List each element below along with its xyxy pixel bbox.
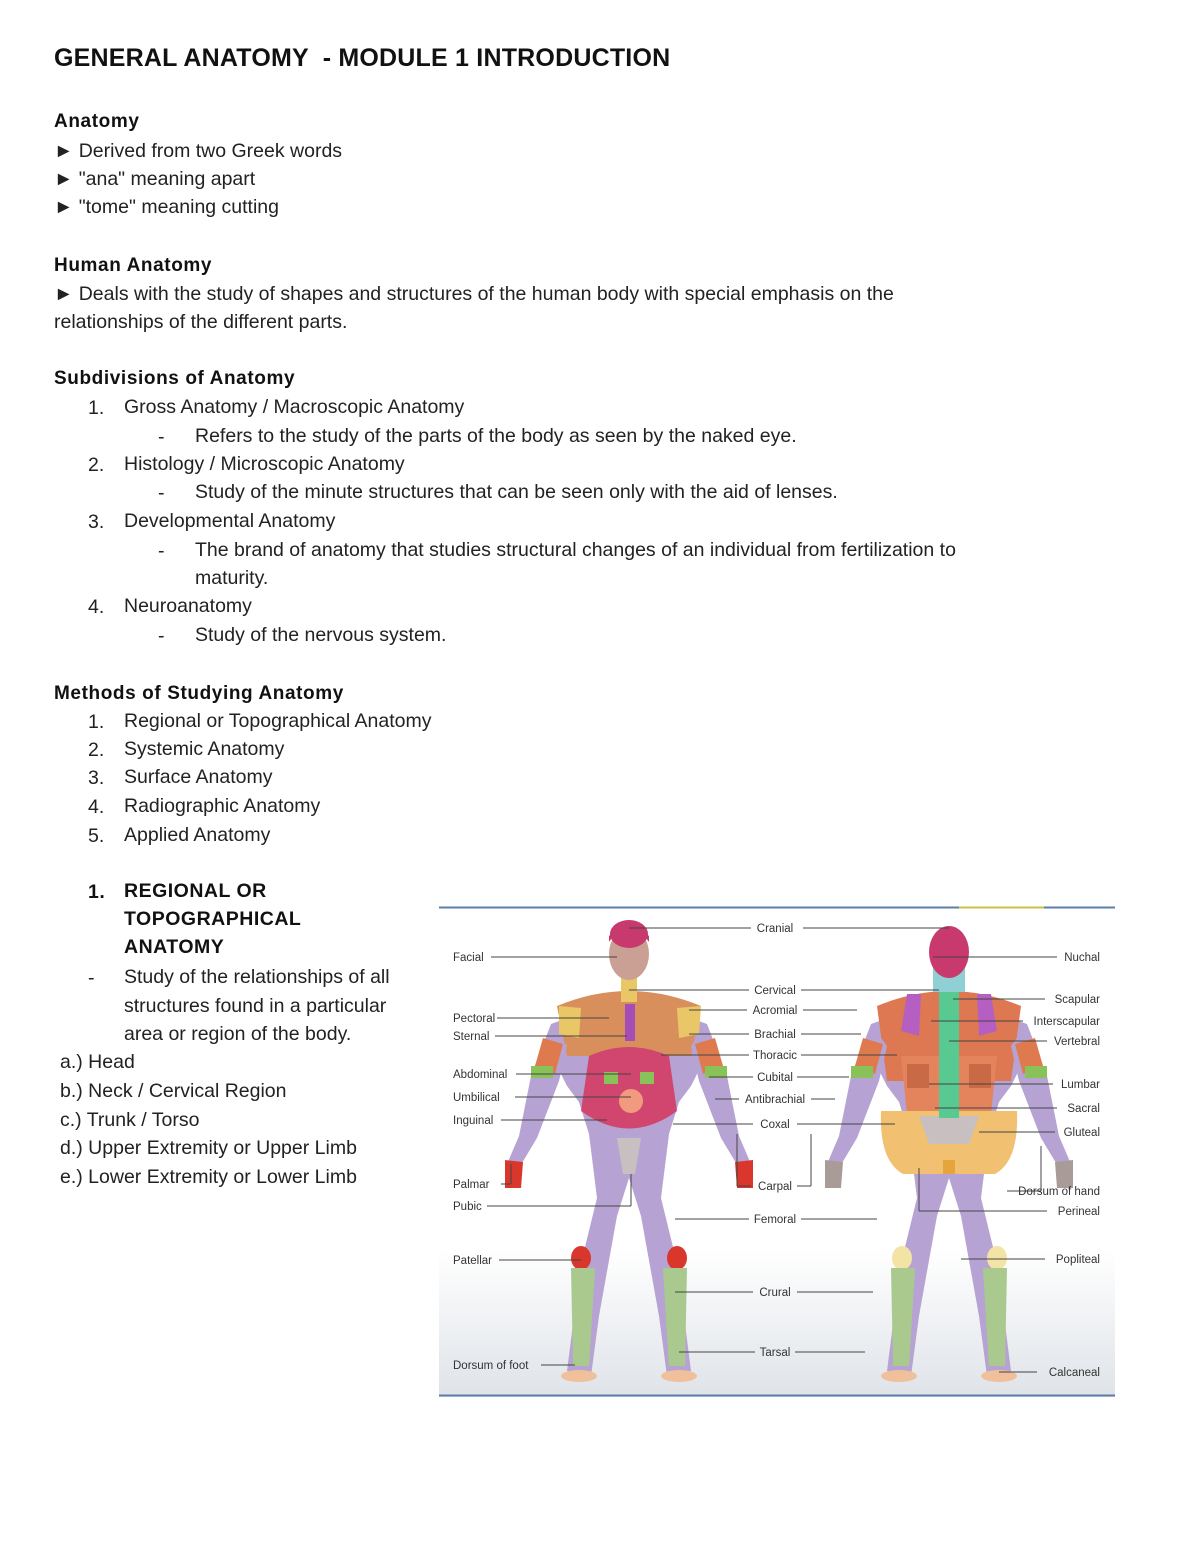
label-vertebral: Vertebral (1053, 1036, 1100, 1048)
label-tarsal: Tarsal (759, 1347, 791, 1359)
anatomy-regions-figure (439, 906, 1115, 1397)
document-title: GENERAL ANATOMY - MODULE 1 INTRODUCTION (54, 44, 671, 72)
dash-marker: - (158, 482, 165, 504)
region-item: d.) Upper Extremity or Upper Limb (60, 1137, 357, 1159)
methods-heading: Methods of Studying Anatomy (54, 683, 344, 704)
dash-marker: - (158, 540, 165, 562)
label-crural: Crural (759, 1287, 791, 1299)
label-perineal: Perineal (1057, 1206, 1100, 1218)
regional-heading: REGIONAL OR (124, 880, 267, 902)
label-cranial: Cranial (756, 923, 794, 935)
region-item: e.) Lower Extremity or Lower Limb (60, 1166, 357, 1188)
list-number: 1. (88, 881, 106, 903)
label-sternal: Sternal (453, 1031, 490, 1043)
label-pectoral: Pectoral (453, 1013, 496, 1025)
label-acromial: Acromial (752, 1005, 798, 1017)
method-label: Applied Anatomy (124, 824, 271, 846)
label-cubital: Cubital (757, 1072, 793, 1084)
subdivision-desc: The brand of anatomy that studies structural changes of an individual from fertilization to (195, 539, 956, 561)
list-number: 4. (88, 796, 105, 818)
subdivision-label: Neuroanatomy (124, 595, 252, 617)
list-number: 1. (88, 397, 105, 419)
label-brachial: Brachial (754, 1029, 796, 1041)
list-number: 3. (88, 767, 105, 789)
method-label: Surface Anatomy (124, 766, 273, 788)
regional-desc: structures found in a particular (124, 995, 387, 1017)
figure-background (439, 906, 1115, 1397)
dash-marker: - (158, 426, 165, 448)
region-item: c.) Trunk / Torso (60, 1109, 200, 1131)
label-nuchal: Nuchal (1064, 952, 1100, 964)
label-gluteal: Gluteal (1063, 1127, 1100, 1139)
label-sacral: Sacral (1067, 1103, 1100, 1115)
label-dorsum-of-hand: Dorsum of hand (1018, 1186, 1100, 1198)
subdivision-label: Developmental Anatomy (124, 510, 336, 532)
anatomy-bullet: ► "ana" meaning apart (54, 168, 256, 190)
list-number: 1. (88, 711, 105, 733)
label-carpal: Carpal (758, 1181, 792, 1193)
human-anatomy-text: relationships of the different parts. (54, 311, 348, 333)
dash-marker: - (88, 967, 95, 989)
region-item: b.) Neck / Cervical Region (60, 1080, 287, 1102)
label-umbilical: Umbilical (453, 1092, 500, 1104)
label-patellar: Patellar (453, 1255, 492, 1267)
label-facial: Facial (453, 952, 484, 964)
list-number: 5. (88, 825, 105, 847)
subdivision-label: Gross Anatomy / Macroscopic Anatomy (124, 396, 465, 418)
label-scapular: Scapular (1054, 994, 1100, 1006)
list-number: 2. (88, 739, 105, 761)
label-cervical: Cervical (754, 985, 796, 997)
label-pubic: Pubic (453, 1201, 482, 1213)
regional-heading: TOPOGRAPHICAL (124, 908, 302, 930)
subdivision-desc: Study of the minute structures that can be seen only with the aid of lenses. (195, 481, 838, 503)
subdivision-desc: Refers to the study of the parts of the body as seen by the naked eye. (195, 425, 797, 447)
list-number: 4. (88, 596, 105, 618)
label-femoral: Femoral (753, 1214, 797, 1226)
anatomy-heading: Anatomy (54, 111, 140, 132)
dash-marker: - (158, 625, 165, 647)
label-calcaneal: Calcaneal (1048, 1367, 1100, 1379)
label-antibrachial: Antibrachial (744, 1094, 806, 1106)
label-dorsum-of-foot: Dorsum of foot (453, 1360, 529, 1372)
label-coxal: Coxal (760, 1119, 790, 1131)
subdivisions-heading: Subdivisions of Anatomy (54, 368, 296, 389)
regional-desc: area or region of the body. (124, 1023, 352, 1045)
subdivision-desc: maturity. (195, 567, 269, 589)
anatomy-bullet: ► "tome" meaning cutting (54, 196, 280, 218)
label-popliteal: Popliteal (1055, 1254, 1100, 1266)
human-anatomy-heading: Human Anatomy (54, 255, 213, 276)
regional-desc: Study of the relationships of all (124, 966, 390, 988)
method-label: Regional or Topographical Anatomy (124, 710, 432, 732)
region-item: a.) Head (60, 1051, 135, 1073)
label-lumbar: Lumbar (1061, 1079, 1100, 1091)
list-number: 3. (88, 511, 105, 533)
label-abdominal: Abdominal (453, 1069, 508, 1081)
subdivision-label: Histology / Microscopic Anatomy (124, 453, 405, 475)
method-label: Radiographic Anatomy (124, 795, 321, 817)
method-label: Systemic Anatomy (124, 738, 285, 760)
subdivision-desc: Study of the nervous system. (195, 624, 447, 646)
label-thoracic: Thoracic (752, 1050, 798, 1062)
human-anatomy-text: ► Deals with the study of shapes and structures of the human body with special emphasis on the (54, 283, 894, 305)
label-interscapular: Interscapular (1033, 1016, 1100, 1028)
label-palmar: Palmar (453, 1179, 490, 1191)
anatomy-bullet: ► Derived from two Greek words (54, 140, 343, 162)
list-number: 2. (88, 454, 105, 476)
regional-heading: ANATOMY (124, 936, 225, 958)
label-inguinal: Inguinal (453, 1115, 494, 1127)
